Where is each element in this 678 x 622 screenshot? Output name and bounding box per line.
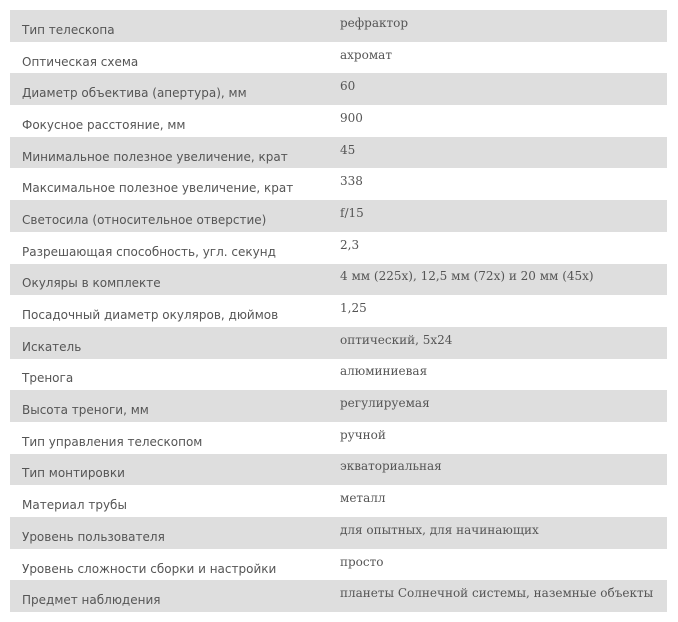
spec-label: Высота треноги, мм bbox=[22, 403, 149, 418]
spec-value-cell bbox=[340, 549, 667, 581]
spec-label: Минимальное полезное увеличение, крат bbox=[22, 149, 288, 164]
spec-label: Светосила (относительное отверстие) bbox=[22, 212, 267, 227]
spec-value-cell bbox=[340, 73, 667, 105]
spec-value-cell bbox=[340, 580, 667, 612]
spec-label-cell bbox=[10, 200, 340, 232]
spec-row bbox=[10, 422, 667, 454]
spec-value-cell bbox=[340, 454, 667, 486]
spec-value: 338 bbox=[340, 174, 363, 189]
spec-label-cell bbox=[10, 295, 340, 327]
spec-row bbox=[10, 359, 667, 391]
spec-value-cell bbox=[340, 327, 667, 359]
spec-row bbox=[10, 168, 667, 200]
spec-value-cell bbox=[340, 485, 667, 517]
spec-label: Искатель bbox=[22, 339, 82, 354]
spec-value-cell bbox=[340, 517, 667, 549]
spec-label-cell bbox=[10, 390, 340, 422]
spec-label: Уровень сложности сборки и настройки bbox=[22, 561, 277, 576]
spec-label-cell bbox=[10, 105, 340, 137]
spec-row bbox=[10, 517, 667, 549]
spec-value-cell bbox=[340, 168, 667, 200]
spec-label-cell bbox=[10, 168, 340, 200]
spec-label-cell bbox=[10, 73, 340, 105]
spec-row bbox=[10, 42, 667, 74]
spec-table bbox=[10, 10, 667, 612]
spec-value: рефрактор bbox=[340, 15, 409, 30]
spec-label: Тип монтировки bbox=[22, 466, 125, 481]
spec-label-cell bbox=[10, 549, 340, 581]
spec-label: Предмет наблюдения bbox=[22, 593, 161, 608]
spec-row bbox=[10, 485, 667, 517]
spec-value: ахромат bbox=[340, 47, 392, 62]
spec-row bbox=[10, 327, 667, 359]
spec-row bbox=[10, 454, 667, 486]
spec-label: Диаметр объектива (апертура), мм bbox=[22, 86, 247, 101]
spec-value: регулируемая bbox=[340, 396, 430, 411]
spec-label: Тип управления телескопом bbox=[22, 434, 203, 449]
spec-label-cell bbox=[10, 517, 340, 549]
spec-value-cell bbox=[340, 390, 667, 422]
spec-row bbox=[10, 10, 667, 42]
spec-label: Фокусное расстояние, мм bbox=[22, 117, 186, 132]
spec-value: 60 bbox=[340, 79, 356, 94]
spec-value: оптический, 5х24 bbox=[340, 332, 453, 347]
spec-value-cell bbox=[340, 105, 667, 137]
spec-value-cell bbox=[340, 295, 667, 327]
spec-label-cell bbox=[10, 137, 340, 169]
spec-value-cell bbox=[340, 264, 667, 296]
spec-value: 900 bbox=[340, 110, 363, 125]
spec-value-cell bbox=[340, 200, 667, 232]
spec-row bbox=[10, 105, 667, 137]
spec-value: ручной bbox=[340, 427, 386, 442]
spec-label: Тренога bbox=[22, 371, 74, 386]
spec-label: Оптическая схема bbox=[22, 54, 139, 69]
spec-label: Разрешающая способность, угл. секунд bbox=[22, 244, 276, 259]
spec-value: экваториальная bbox=[340, 459, 442, 474]
spec-value: просто bbox=[340, 554, 384, 569]
spec-value-cell bbox=[340, 232, 667, 264]
spec-row bbox=[10, 73, 667, 105]
spec-row bbox=[10, 390, 667, 422]
spec-row bbox=[10, 264, 667, 296]
spec-value: f/15 bbox=[340, 205, 364, 220]
spec-value: 45 bbox=[340, 142, 356, 157]
spec-label: Максимальное полезное увеличение, крат bbox=[22, 181, 294, 196]
spec-value-cell bbox=[340, 422, 667, 454]
spec-value: 1,25 bbox=[340, 301, 367, 316]
spec-label-cell bbox=[10, 422, 340, 454]
spec-row bbox=[10, 200, 667, 232]
spec-label-cell bbox=[10, 42, 340, 74]
spec-row bbox=[10, 295, 667, 327]
spec-value: планеты Солнечной системы, наземные объекты bbox=[340, 586, 654, 601]
spec-label-cell bbox=[10, 454, 340, 486]
spec-value: 4 мм (225х), 12,5 мм (72х) и 20 мм (45х) bbox=[340, 269, 594, 284]
spec-value: металл bbox=[340, 491, 386, 506]
spec-value-cell bbox=[340, 42, 667, 74]
spec-label-cell bbox=[10, 327, 340, 359]
spec-label-cell bbox=[10, 485, 340, 517]
spec-label-cell bbox=[10, 10, 340, 42]
spec-value-cell bbox=[340, 10, 667, 42]
spec-value-cell bbox=[340, 359, 667, 391]
spec-value: 2,3 bbox=[340, 237, 360, 252]
spec-value: алюминиевая bbox=[340, 364, 428, 379]
spec-label-cell bbox=[10, 359, 340, 391]
spec-label-cell bbox=[10, 232, 340, 264]
spec-label: Тип телескопа bbox=[22, 22, 115, 37]
spec-row bbox=[10, 232, 667, 264]
spec-row bbox=[10, 580, 667, 612]
spec-row bbox=[10, 137, 667, 169]
spec-label: Уровень пользователя bbox=[22, 529, 165, 544]
spec-row bbox=[10, 549, 667, 581]
spec-label: Окуляры в комплекте bbox=[22, 276, 161, 291]
spec-label: Посадочный диаметр окуляров, дюймов bbox=[22, 308, 279, 323]
spec-value-cell bbox=[340, 137, 667, 169]
spec-label: Материал трубы bbox=[22, 498, 127, 513]
spec-label-cell bbox=[10, 264, 340, 296]
spec-table-body bbox=[10, 10, 667, 612]
spec-value: для опытных, для начинающих bbox=[340, 522, 539, 537]
spec-label-cell bbox=[10, 580, 340, 612]
